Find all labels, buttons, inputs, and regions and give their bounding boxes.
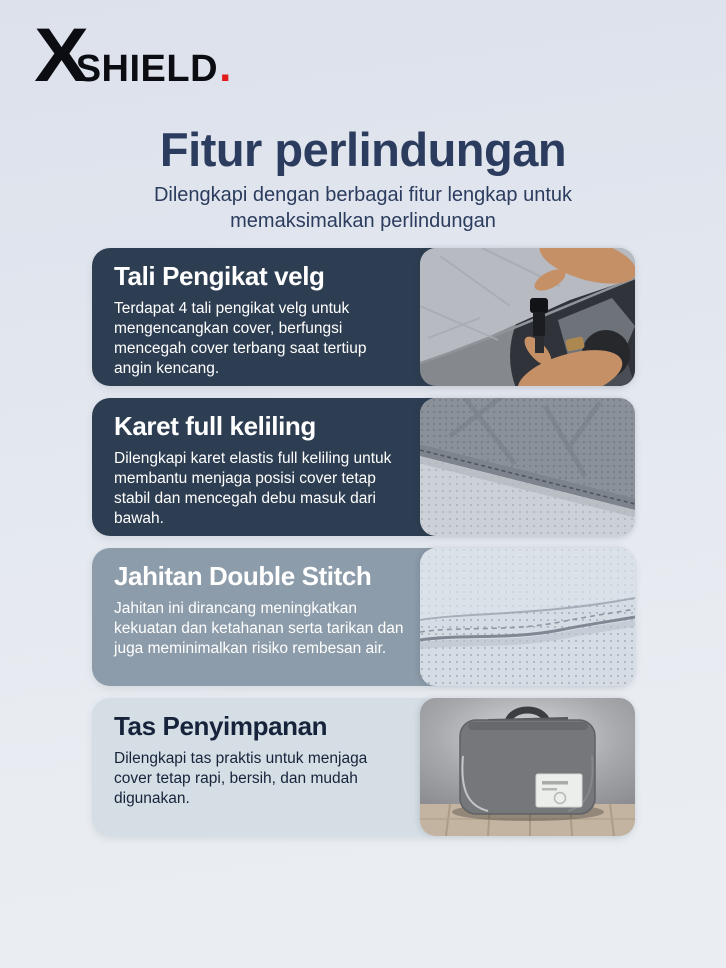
- page-title: Fitur perlindungan: [159, 123, 567, 176]
- feature-description: Jahitan ini dirancang meningkatkan kekuatan dan ketahanan serta tarikan dan juga meminimalkan risiko rembesan air.: [114, 600, 404, 658]
- storage-bag-photo: [420, 698, 635, 836]
- wheel-strap-photo: [420, 248, 635, 386]
- double-stitch-photo: [420, 548, 635, 686]
- feature-description: Terdapat 4 tali pengikat velg untuk mengencangkan cover, berfungsi mencegah cover terbang saat tertiup angin kencang.: [114, 300, 367, 378]
- brand-logo: [34, 13, 232, 98]
- brand-name: SHIELD: [75, 48, 219, 90]
- feature-card-jahitan-double-stitch: [92, 548, 635, 686]
- feature-card-karet-full-keliling: [92, 398, 635, 536]
- feature-card-tali-pengikat-velg: [92, 248, 635, 386]
- feature-title: Tas Penyimpanan: [114, 711, 328, 741]
- feature-title: Karet full keliling: [114, 411, 316, 441]
- brand-dot: .: [219, 42, 232, 91]
- brand-x-mark: X: [34, 13, 85, 98]
- feature-card-tas-penyimpanan: [92, 698, 635, 836]
- page-subtitle: Dilengkapi dengan berbagai fitur lengkap untuk memaksimalkan perlindungan: [153, 184, 573, 232]
- elastic-hem-photo: [420, 398, 635, 536]
- feature-description: Dilengkapi tas praktis untuk menjaga cover tetap rapi, bersih, dan mudah digunakan.: [114, 750, 368, 808]
- feature-list: [92, 248, 635, 836]
- feature-title: Tali Pengikat velg: [114, 261, 325, 291]
- feature-title: Jahitan Double Stitch: [114, 561, 372, 591]
- feature-description: Dilengkapi karet elastis full keliling untuk membantu menjaga posisi cover tetap stabil dan mencegah debu masuk dari bawah.: [114, 450, 392, 528]
